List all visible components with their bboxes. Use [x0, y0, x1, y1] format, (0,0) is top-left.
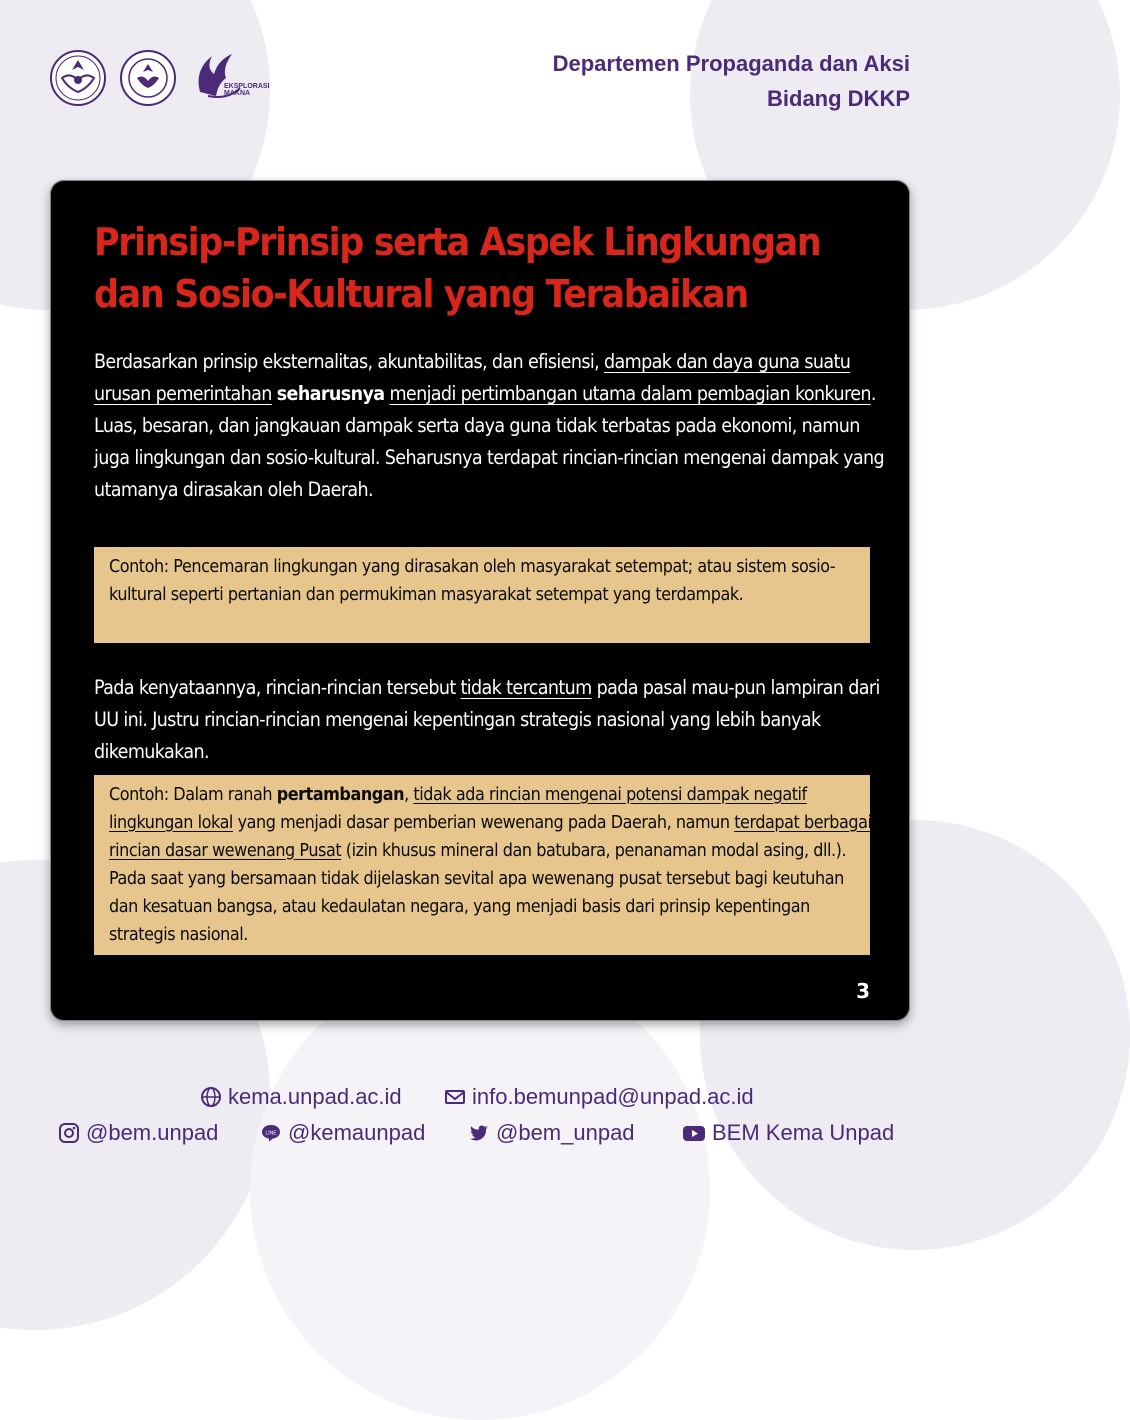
- email-text: info.bemunpad@unpad.ac.id: [472, 1084, 754, 1109]
- example-box: [94, 547, 870, 643]
- paragraph-principles: [94, 346, 884, 506]
- logo-text: MAKNA: [224, 90, 251, 97]
- youtube-icon: [682, 1122, 706, 1144]
- division-name: Bidang DKKP: [767, 86, 910, 111]
- youtube-link[interactable]: [682, 1120, 894, 1146]
- line-icon: [260, 1122, 282, 1144]
- eksplorasi-makna-logo: [188, 48, 270, 108]
- globe-icon: [200, 1086, 222, 1108]
- underlined-text: terdapat berbagai rincian dasar wewenang Pusat: [109, 812, 872, 861]
- text-span: pada pasal mau-pun lampiran dari UU ini. Justru rincian-rincian mengenai kepentingan strategis nasional yang lebih banyak dikemukakan.: [94, 676, 880, 763]
- content-card: [50, 180, 910, 1021]
- underlined-text: tidak tercantum: [460, 676, 592, 699]
- text-span: (izin khusus mineral dan batubara, penanaman modal asing, dll.). Pada saat yang bersamaan tidak dijelaskan sevital apa wewenang pusat tersebut bagi keutuhan dan kesatuan bangsa, atau kedaulatan negara, yang menjadi basis dari prinsip kepentingan strategis nasional.: [109, 840, 847, 945]
- text-span: Contoh: Dalam ranah: [109, 784, 277, 805]
- page-title: [94, 216, 821, 320]
- text-span: . Luas, besaran, dan jangkauan dampak serta daya guna tidak terbatas pada ekonomi, namun juga lingkungan dan sosio-kultural. Seharusnya terdapat rincian-rincian mengenai dampak yang utamanya dirasakan oleh Daerah.: [94, 382, 884, 501]
- email-link[interactable]: [444, 1084, 754, 1110]
- text-span: Berdasarkan prinsip eksternalitas, akuntabilitas, dan efisiensi,: [94, 350, 604, 373]
- twitter-text: @bem_unpad: [496, 1120, 635, 1145]
- line-text: @kemaunpad: [288, 1120, 426, 1145]
- website-link[interactable]: [200, 1084, 402, 1110]
- instagram-link[interactable]: [58, 1120, 218, 1146]
- line-link[interactable]: [260, 1120, 425, 1146]
- example-text: [109, 781, 874, 949]
- underlined-text: tidak ada rincian mengenai potensi dampak negatif lingkungan lokal: [109, 784, 807, 833]
- mail-icon: [444, 1086, 466, 1108]
- example-text: Contoh: Pencemaran lingkungan yang dirasakan oleh masyarakat setempat; atau sistem sosio-kultural seperti pertanian dan permukiman masyarakat setempat yang terdampak.: [109, 556, 836, 605]
- logo-text: EKSPLORASI: [224, 83, 270, 90]
- twitter-icon: [468, 1122, 490, 1144]
- bold-text: pertambangan: [276, 784, 405, 805]
- instagram-icon: [58, 1122, 80, 1144]
- department-name: Departemen Propaganda dan Aksi: [552, 51, 910, 76]
- twitter-link[interactable]: [468, 1120, 635, 1146]
- underlined-text: menjadi pertimbangan utama dalam pembagian konkuren: [389, 382, 871, 405]
- text-span: Pada kenyataannya, rincian-rincian tersebut: [94, 676, 461, 699]
- paragraph-reality: [94, 672, 884, 768]
- instagram-text: @bem.unpad: [86, 1120, 219, 1145]
- title-line: dan Sosio-Kultural yang Terabaikan: [94, 272, 748, 316]
- underlined-text: dampak dan daya guna suatu urusan pemerintahan: [94, 350, 851, 405]
- svg-text:LINE: LINE: [265, 1130, 277, 1137]
- title-line: Prinsip-Prinsip serta Aspek Lingkungan: [94, 220, 821, 264]
- text-span: yang menjadi dasar pemberian wewenang pada Daerah, namun: [232, 812, 735, 833]
- bg-blob: [250, 960, 710, 1420]
- department-heading: [553, 46, 910, 116]
- unpad-logo: [48, 48, 108, 108]
- youtube-text: BEM Kema Unpad: [712, 1120, 895, 1145]
- logo-group: [48, 48, 270, 108]
- bem-logo: [118, 48, 178, 108]
- bold-text: seharusnya: [276, 382, 385, 405]
- website-text: kema.unpad.ac.id: [228, 1084, 402, 1109]
- example-box: [94, 775, 870, 955]
- page-number: 3: [856, 979, 870, 1003]
- text-span: ,: [404, 784, 414, 805]
